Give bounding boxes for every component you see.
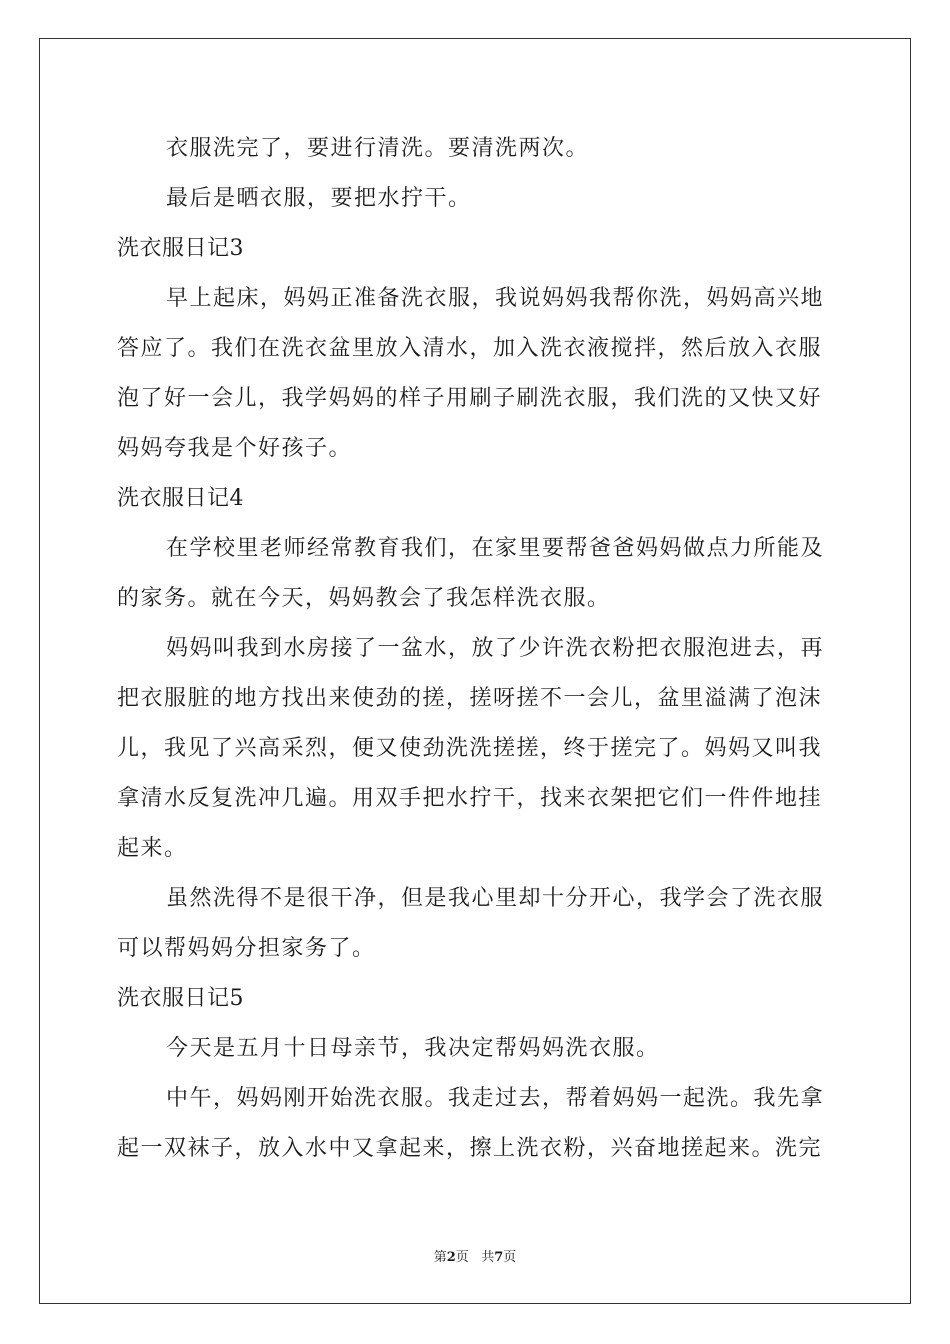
paragraph-line: 今天是五月十日母亲节，我决定帮妈妈洗衣服。 [166, 1036, 660, 1061]
paragraph-line: 答应了。我们在洗衣盆里放入清水，加入洗衣液搅拌，然后放入衣服 [117, 336, 823, 361]
paragraph-line: 早上起床，妈妈正准备洗衣服，我说妈妈我帮你洗，妈妈高兴地 [166, 286, 825, 311]
paragraph-line: 中午，妈妈刚开始洗衣服。我走过去，帮着妈妈一起洗。我先拿 [166, 1086, 825, 1111]
page-number: 2 [446, 1250, 456, 1265]
paragraph-line: 妈妈夸我是个好孩子。 [117, 436, 353, 461]
paragraph-line: 起一双袜子，放入水中又拿起来，擦上洗衣粉，兴奋地搓起来。洗完 [117, 1136, 823, 1161]
total-suffix: 页 [503, 1250, 517, 1265]
paragraph-line: 妈妈叫我到水房接了一盆水，放了少许洗衣粉把衣服泡进去，再 [166, 636, 825, 661]
page-footer [0, 1246, 950, 1265]
page-suffix: 页 [455, 1250, 469, 1265]
paragraph-line: 把衣服脏的地方找出来使劲的搓，搓呀搓不一会儿，盆里溢满了泡沫 [117, 686, 823, 711]
paragraph-line: 虽然洗得不是很干净，但是我心里却十分开心，我学会了洗衣服 [166, 886, 825, 911]
page-prefix: 第 [433, 1250, 447, 1265]
paragraph-line: 可以帮妈妈分担家务了。 [117, 936, 376, 961]
paragraph-line: 儿，我见了兴高采烈，便又使劲洗洗搓搓，终于搓完了。妈妈又叫我 [117, 736, 823, 761]
total-prefix: 共 [481, 1250, 495, 1265]
section-heading: 洗衣服日记4 [117, 486, 244, 511]
section-heading: 洗衣服日记3 [117, 236, 244, 261]
document-body [117, 124, 837, 1174]
paragraph-line: 拿清水反复洗冲几遍。用双手把水拧干，找来衣架把它们一件件地挂 [117, 786, 823, 811]
paragraph-line: 衣服洗完了，要进行清洗。要清洗两次。 [166, 136, 590, 161]
paragraph-line: 起来。 [117, 836, 188, 861]
section-heading: 洗衣服日记5 [117, 986, 244, 1011]
paragraph-line: 在学校里老师经常教育我们，在家里要帮爸爸妈妈做点力所能及 [166, 536, 825, 561]
total-pages: 7 [494, 1250, 504, 1265]
paragraph-line: 最后是晒衣服，要把水拧干。 [166, 186, 472, 211]
paragraph-line: 泡了好一会儿，我学妈妈的样子用刷子刷洗衣服，我们洗的又快又好 [117, 386, 823, 411]
paragraph-line: 的家务。就在今天，妈妈教会了我怎样洗衣服。 [117, 586, 611, 611]
